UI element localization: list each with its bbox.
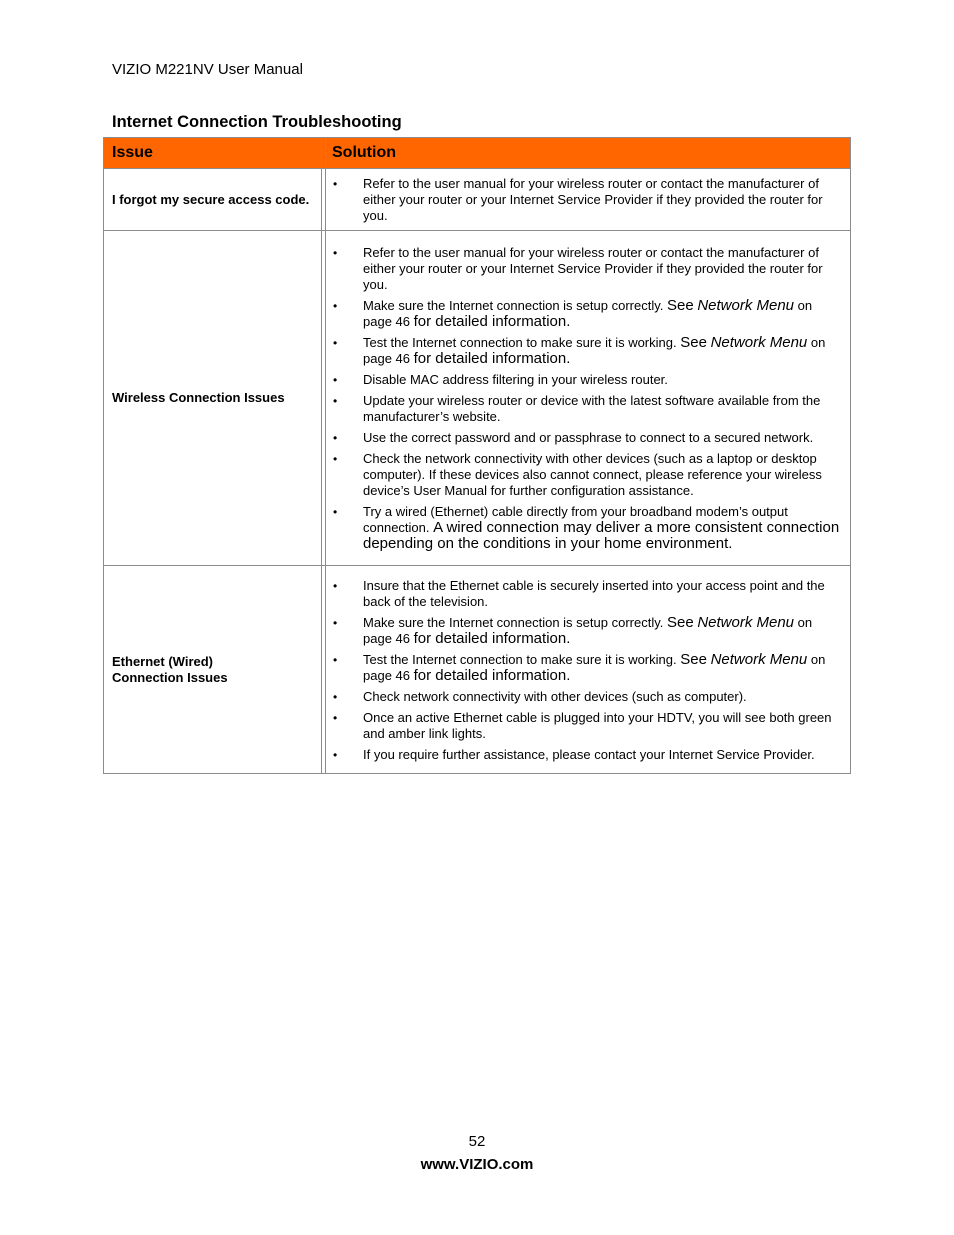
solution-cell — [325, 566, 850, 773]
network-menu-reference: Network Menu — [697, 613, 795, 631]
website-footer: www.VIZIO.com — [420, 1156, 534, 1173]
table-row — [104, 169, 850, 231]
solution-item: • Check network connectivity with other devices (such as computer). — [329, 689, 844, 705]
table-header-row — [104, 138, 850, 169]
solution-item: • Make sure the Internet connection is setup correctly. See Network Menu on page 46 for detailed information. — [329, 298, 844, 330]
issue-cell: I forgot my secure access code. — [104, 169, 322, 231]
page-number: 52 — [468, 1133, 486, 1150]
issue-cell: Ethernet (Wired) Connection Issues — [104, 566, 322, 773]
troubleshooting-table — [103, 137, 851, 774]
column-header-solution: Solution — [325, 138, 850, 169]
solution-list — [329, 169, 850, 230]
table-row — [104, 231, 850, 566]
solution-item: • Make sure the Internet connection is setup correctly. See Network Menu on page 46 for detailed information. — [329, 615, 844, 647]
solution-item: • Update your wireless router or device with the latest software available from the manufacturer’s website. — [329, 393, 844, 425]
solution-list — [329, 571, 850, 769]
network-menu-reference: Network Menu — [697, 297, 795, 314]
solution-item: • Refer to the user manual for your wireless router or contact the manufacturer of either your router or your Internet Service Provider if they provided the router for you. — [329, 176, 844, 224]
network-menu-reference: Network Menu — [710, 650, 808, 668]
solution-cell — [325, 169, 850, 231]
manual-title: VIZIO M221NV User Manual — [112, 61, 303, 78]
issue-cell: Wireless Connection Issues — [104, 231, 322, 566]
solution-item: • Refer to the user manual for your wireless router or contact the manufacturer of either your router or your Internet Service Provider if they provided the router for you. — [329, 245, 844, 293]
solution-item: • Disable MAC address filtering in your wireless router. — [329, 372, 844, 388]
solution-cell — [325, 231, 850, 566]
section-title: Internet Connection Troubleshooting — [112, 113, 402, 131]
solution-item: • Once an active Ethernet cable is plugged into your HDTV, you will see both green and amber link lights. — [329, 710, 844, 742]
solution-item: • Try a wired (Ethernet) cable directly from your broadband modem’s output connection. A wired connection may deliver a more consistent connection depending on the conditions in your home environment. — [329, 504, 844, 552]
solution-item: • Test the Internet connection to make sure it is working. See Network Menu on page 46 for detailed information. — [329, 335, 844, 367]
solution-item: • Use the correct password and or passphrase to connect to a secured network. — [329, 430, 844, 446]
network-menu-reference: Network Menu — [710, 334, 808, 351]
solution-item: • If you require further assistance, please contact your Internet Service Provider. — [329, 747, 844, 763]
solution-item: • Insure that the Ethernet cable is securely inserted into your access point and the back of the television. — [329, 578, 844, 610]
solution-list — [329, 238, 850, 558]
table-row — [104, 566, 850, 773]
solution-item: • Test the Internet connection to make sure it is working. See Network Menu on page 46 for detailed information. — [329, 652, 844, 684]
column-header-issue: Issue — [104, 138, 322, 169]
solution-item: • Check the network connectivity with other devices (such as a laptop or desktop computer). If these devices also cannot connect, please reference your wireless device’s User Manual for further configuration assistance. — [329, 451, 844, 499]
